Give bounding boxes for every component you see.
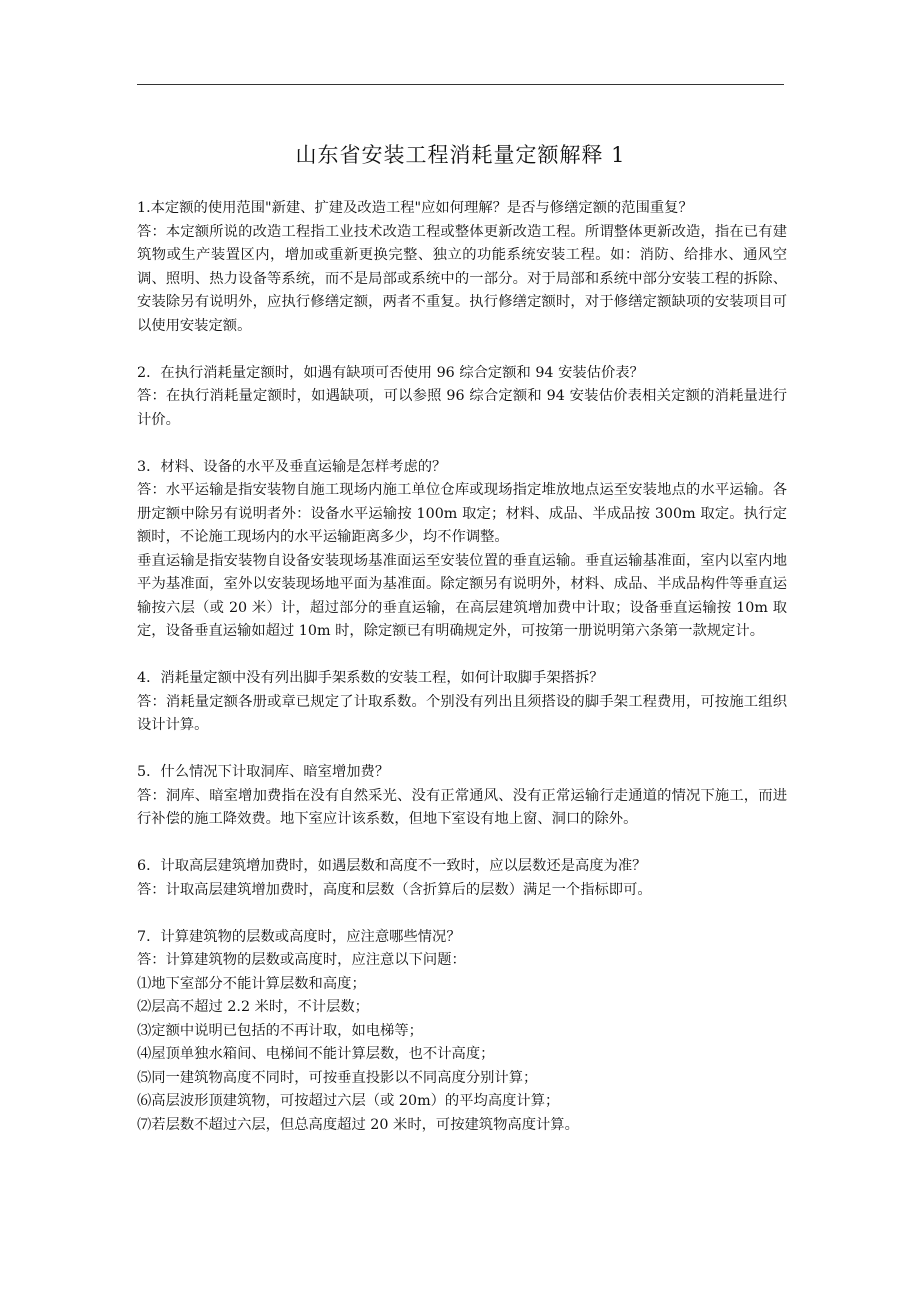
qa-section-6 (137, 855, 787, 902)
list-item: ⑸同一建筑物高度不同时，可按垂直投影以不同高度分别计算； (137, 1069, 538, 1086)
qa-section-1 (137, 197, 787, 338)
answer-6: 答：计取高层建筑增加费时，高度和层数（含折算后的层数）满足一个指标即可。 (137, 881, 652, 898)
question-3: 3．材料、设备的水平及垂直运输是怎样考虑的？ (137, 458, 447, 475)
question-6: 6．计取高层建筑增加费时，如遇层数和高度不一致时，应以层数还是高度为准？ (137, 858, 647, 874)
answer-1: 答：本定额所说的改造工程指工业技术改造工程或整体更新改造工程。所谓整体更新改造，指在已有建筑物或生产装置区内，增加或重新更换完整、独立的功能系统安装工程。如：消防、给排水、通风空调、照明、热力设备等系统，而不是局部或系统中的一部分。对于局部和系统中部分安装工程的拆除、安装除另有说明外，应执行修缮定额，两者不重复。执行修缮定额时，对于修缮定额缺项的安装项目可以使用安装定额。 (137, 223, 787, 334)
answer-4: 答：消耗量定额各册或章已规定了计取系数。个别没有列出且须搭设的脚手架工程费用，可按施工组织设计计算。 (137, 693, 787, 733)
answer-7: 答：计算建筑物的层数或高度时，应注意以下问题： (137, 952, 466, 968)
qa-section-5 (137, 761, 787, 832)
document-title: 山东省安装工程消耗量定额解释 1 (295, 143, 626, 167)
question-5: 5．什么情况下计取洞库、暗室增加费？ (137, 764, 390, 780)
qa-section-3 (137, 456, 787, 644)
list-item: ⑷屋顶单独水箱间、电梯间不能计算层数，也不计高度； (137, 1046, 495, 1062)
qa-section-4 (137, 667, 787, 738)
list-item: ⑶定额中说明已包括的不再计取，如电梯等； (137, 1022, 423, 1039)
question-1: 1.本定额的使用范围"新建、扩建及改造工程"应如何理解？是否与修缮定额的范围重复？ (137, 200, 693, 216)
list-item: ⑴地下室部分不能计算层数和高度； (137, 975, 366, 992)
document-body (137, 197, 787, 1161)
qa-section-7 (137, 926, 787, 1138)
header-rule (137, 84, 784, 85)
list-item: ⑵层高不超过 2.2 米时，不计层数； (137, 999, 369, 1015)
list-item: ⑺若层数不超过六层，但总高度超过 20 米时，可按建筑物高度计算。 (137, 1116, 579, 1133)
list-item: ⑹高层波形顶建筑物，可按超过六层（或 20m）的平均高度计算； (137, 1093, 560, 1109)
question-7: 7．计算建筑物的层数或高度时，应注意哪些情况？ (137, 928, 461, 945)
question-4: 4．消耗量定额中没有列出脚手架系数的安装工程，如何计取脚手架搭拆？ (137, 670, 604, 686)
answer-3-horizontal: 答：水平运输是指安装物自施工现场内施工单位仓库或现场指定堆放地点运至安装地点的水平运输。各册定额中除另有说明者外：设备水平运输按 100m 取定；材料、成品、半成品按 300m 取定。执行定额时，不论施工现场内的水平运输距离多少，均不作调整。 (137, 482, 787, 545)
qa-section-2 (137, 362, 787, 433)
answer-5: 答：洞库、暗室增加费指在没有自然采光、没有正常通风、没有正常运输行走通道的情况下施工，而进行补偿的施工降效费。地下室应计该系数，但地下室设有地上窗、洞口的除外。 (137, 787, 787, 827)
question-2: 2．在执行消耗量定额时，如遇有缺项可否使用 96 综合定额和 94 安装估价表？ (137, 364, 644, 381)
answer-2: 答：在执行消耗量定额时，如遇缺项，可以参照 96 综合定额和 94 安装估价表相关定额的消耗量进行计价。 (137, 388, 787, 428)
answer-3-vertical: 垂直运输是指安装物自设备安装现场基准面运至安装位置的垂直运输。垂直运输基准面，室内以室内地平为基准面，室外以安装现场地平面为基准面。除定额另有说明外，材料、成品、半成品构件等垂直运输按六层（或 20 米）计，超过部分的垂直运输，在高层建筑增加费中计取；设备垂直运输按 10m 取定，设备垂直运输如超过 10m 时，除定额已有明确规定外，可按第一册说明第六条第一款规定计。 (137, 552, 787, 639)
